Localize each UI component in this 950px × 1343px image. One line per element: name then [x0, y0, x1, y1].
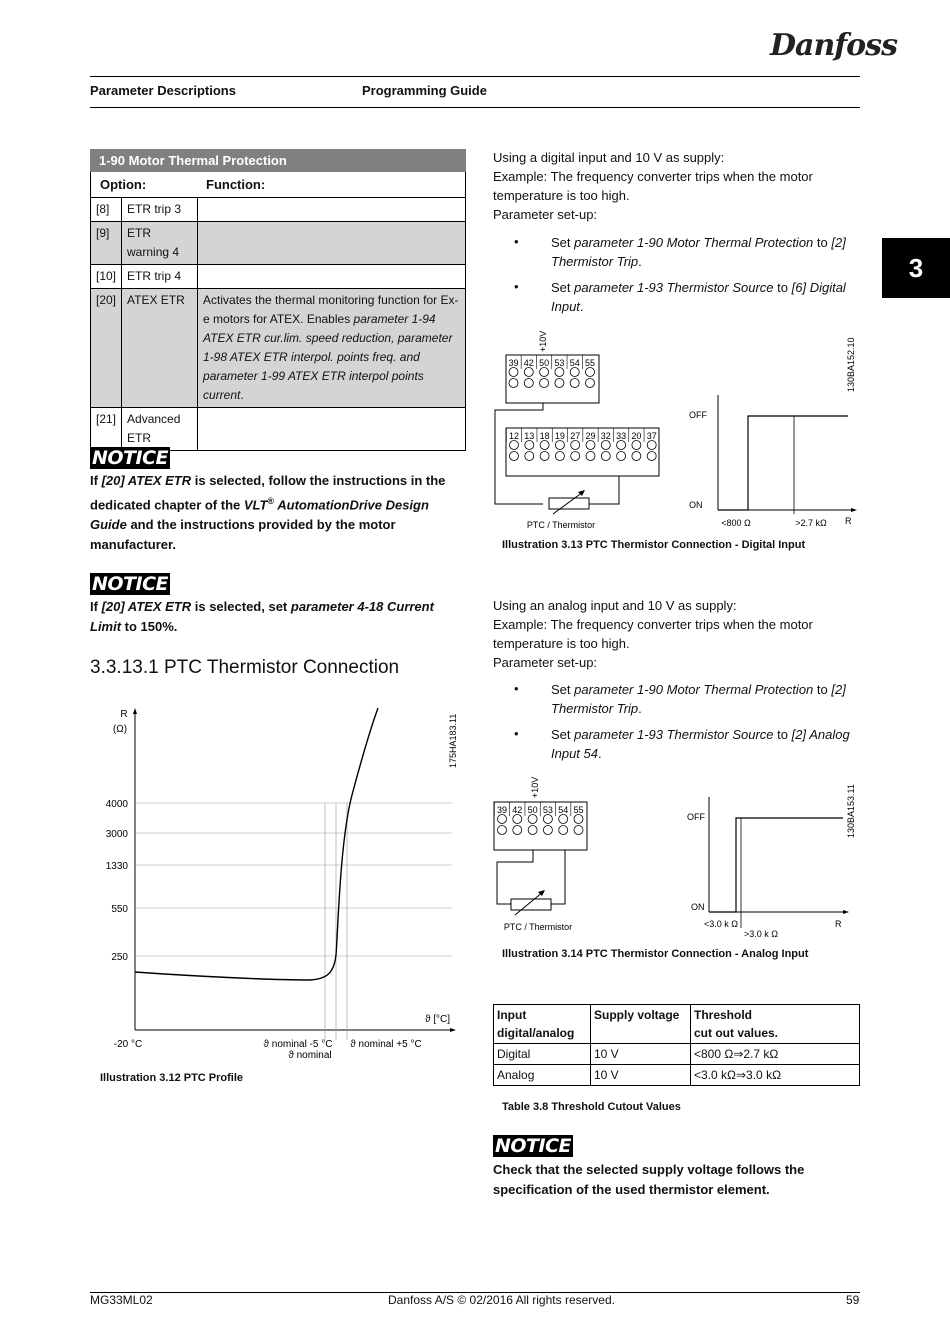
notice-1: [90, 447, 170, 469]
r-axis-unit: (Ω): [112, 724, 128, 735]
terminal-label: 33: [616, 431, 627, 441]
terminal-screw: [601, 441, 610, 450]
terminal-screw: [574, 826, 583, 835]
analog-wiring-diagram: [493, 770, 863, 940]
terminal-label: 27: [570, 431, 581, 441]
terminal-screw: [574, 815, 583, 824]
header-cell: Input digital/analog: [494, 1005, 591, 1044]
option-code: [20]: [91, 289, 122, 408]
notice-2: [90, 573, 170, 595]
parameter-table-header: [90, 172, 466, 197]
option-code: [21]: [91, 408, 122, 451]
chapter-tab: 3: [882, 238, 950, 298]
notice-3: [493, 1135, 573, 1157]
bullet-dot: •: [514, 279, 519, 294]
terminal-screw: [528, 815, 537, 824]
notice-text: If: [90, 473, 102, 488]
notice-text: is selected, set: [191, 599, 291, 614]
terminal-screw: [586, 441, 595, 450]
option-desc: [198, 198, 466, 222]
table-row: [494, 1065, 860, 1086]
ptc-profile-chart: [90, 700, 466, 1070]
ptc-label: PTC / Thermistor: [526, 520, 596, 530]
terminal-label: 19: [554, 431, 565, 441]
supply-wire: [495, 403, 543, 504]
digital-caption: Illustration 3.13 PTC Thermistor Connection - Digital Input: [502, 539, 806, 551]
terminal-label: 55: [573, 805, 584, 815]
table-row: [91, 222, 466, 265]
table-row: [91, 198, 466, 222]
intro-line: Example: The frequency converter trips when the motor temperature is too high.: [493, 617, 813, 651]
threshold-low: <800 Ω: [721, 518, 751, 528]
input-cell: Analog: [494, 1065, 591, 1086]
terminal-screw: [510, 452, 519, 461]
terminal-screw: [586, 379, 595, 388]
terminal-screw: [525, 441, 534, 450]
notice-ref: parameter 4-18 Current Limit: [90, 599, 434, 634]
input-wire: [551, 850, 565, 904]
footer-doc-code: MG33ML02: [90, 1293, 153, 1307]
bullet-dot: •: [514, 234, 519, 249]
terminal-label: 37: [646, 431, 657, 441]
digital-bullet-1: Set parameter 1-90 Motor Thermal Protection to [2] Thermistor Trip.: [551, 235, 846, 269]
off-label: OFF: [687, 812, 705, 822]
ptc-label: PTC / Thermistor: [503, 922, 573, 932]
terminal-label: 20: [631, 431, 642, 441]
desc-text: Activates the thermal monitoring function for Ex-e motors for ATEX. Enables: [203, 293, 459, 326]
terminal-screw: [647, 441, 656, 450]
analog-bullet-2: Set parameter 1-93 Thermistor Source to [2] Analog Input 54.: [551, 727, 850, 761]
bullet-dot: •: [514, 681, 519, 696]
intro-line: Parameter set-up:: [493, 207, 598, 222]
terminal-screw: [524, 368, 533, 377]
notice-ref: [20] ATEX ETR: [101, 599, 192, 614]
supply-label: +10V: [538, 330, 548, 352]
on-label: ON: [689, 500, 703, 510]
col-option: Option:: [100, 177, 147, 192]
ptc-resistor: [549, 498, 589, 509]
on-label: ON: [691, 902, 705, 912]
desc-period: .: [240, 388, 244, 402]
option-desc: [198, 408, 466, 451]
terminal-label: 18: [539, 431, 550, 441]
threshold-table: [493, 1004, 860, 1086]
y-tick-label: 550: [111, 904, 128, 915]
terminal-screw: [543, 826, 552, 835]
switch-curve: [709, 818, 843, 912]
x-tick-minus20: -20 °C: [113, 1039, 143, 1050]
analog-intro: [493, 596, 859, 672]
terminal-label: 39: [508, 358, 519, 368]
input-wire: [589, 476, 619, 504]
notice-label: NOTICE: [92, 447, 169, 469]
r-label: R: [835, 919, 842, 929]
terminal-label: 53: [554, 358, 565, 368]
notice-text: to 150%.: [121, 619, 178, 634]
supply-cell: 10 V: [591, 1065, 691, 1086]
table-row: [91, 265, 466, 289]
terminal-label: 29: [585, 431, 596, 441]
notice-3-body: Check that the selected supply voltage follows the specification of the used thermistor element.: [493, 1162, 805, 1197]
terminal-screw: [540, 441, 549, 450]
terminal-screw: [571, 452, 580, 461]
threshold-caption: Table 3.8 Threshold Cutout Values: [502, 1101, 681, 1113]
header-rule-top: [90, 76, 860, 77]
digital-intro: [493, 148, 859, 224]
table-row: [91, 408, 466, 451]
switch-x-arrow: [851, 508, 857, 512]
ptc-arrow: [515, 892, 543, 915]
danfoss-logo: Danfoss: [770, 28, 897, 63]
terminal-screw: [525, 452, 534, 461]
ptc-profile-caption: Illustration 3.12 PTC Profile: [100, 1072, 244, 1084]
parameter-table: [90, 149, 466, 451]
terminals: [494, 802, 583, 835]
gridlines: [135, 803, 452, 1040]
notice-ref: [20] ATEX ETR: [101, 473, 192, 488]
terminal-screw: [586, 368, 595, 377]
option-rows: [90, 197, 466, 451]
x-tick-nominal-minus5: ϑ nominal -5 °C: [263, 1039, 333, 1050]
digital-wiring-diagram: [493, 322, 863, 536]
terminal-label: 12: [508, 431, 520, 441]
x-arrow: [450, 1028, 456, 1032]
threshold-high: >3.0 k Ω: [744, 929, 778, 939]
notice-label: NOTICE: [495, 1135, 572, 1157]
header-guide: Programming Guide: [362, 83, 487, 98]
r-label: R: [845, 516, 852, 526]
terminal-screw: [513, 826, 522, 835]
y-arrow: [133, 708, 137, 714]
supply-cell: 10 V: [591, 1044, 691, 1065]
intro-line: Using a digital input and 10 V as supply:: [493, 150, 725, 165]
option-name: ETR warning 4: [122, 222, 198, 265]
terminal-screw: [632, 441, 641, 450]
y-tick-label: 250: [111, 952, 128, 963]
ptc-resistor: [511, 899, 551, 910]
option-code: [8]: [91, 198, 122, 222]
terminal-screw: [555, 452, 564, 461]
terminal-screw: [617, 452, 626, 461]
notice-1-body: [90, 471, 460, 555]
table-row: [494, 1044, 860, 1065]
section-heading: 3.3.13.1 PTC Thermistor Connection: [90, 657, 400, 678]
option-name: ETR trip 3: [122, 198, 198, 222]
page-number: 59: [846, 1293, 860, 1307]
option-desc: [198, 222, 466, 265]
y-tick-label: 3000: [105, 829, 128, 840]
threshold-low: <3.0 k Ω: [704, 919, 738, 929]
desc-param-refs: parameter 1-94 ATEX ETR cur.lim. speed reduction, parameter 1-98 ATEX ETR interpol. points freq. and parameter 1-99 ATEX ETR interpol points current: [203, 312, 453, 402]
terminal-screw: [559, 815, 568, 824]
terminal-screw: [498, 815, 507, 824]
footer-copyright: Danfoss A/S © 02/2016 All rights reserved.: [388, 1293, 615, 1307]
terminal-screw: [509, 379, 518, 388]
threshold-cell: <3.0 kΩ⇒3.0 kΩ: [691, 1065, 860, 1086]
terminal-screw: [570, 368, 579, 377]
terminal-screw: [559, 826, 568, 835]
notice-label: NOTICE: [92, 573, 169, 595]
ptc-curve: [135, 708, 378, 980]
terminal-label: 32: [600, 431, 611, 441]
option-name: ETR trip 4: [122, 265, 198, 289]
terminal-screw: [524, 379, 533, 388]
intro-line: Parameter set-up:: [493, 655, 598, 670]
terminal-screw: [571, 441, 580, 450]
terminal-label: 53: [542, 805, 553, 815]
analog-bullet-1: Set parameter 1-90 Motor Thermal Protection to [2] Thermistor Trip.: [551, 682, 846, 716]
digital-bullet-2: Set parameter 1-93 Thermistor Source to [6] Digital Input.: [551, 280, 846, 314]
header-section: Parameter Descriptions: [90, 83, 236, 98]
terminal-label: 50: [527, 805, 538, 815]
option-code: [9]: [91, 222, 122, 265]
terminal-screw: [509, 368, 518, 377]
table-header-row: [494, 1005, 860, 1044]
off-label: OFF: [689, 410, 707, 420]
notice-ref: AutomationDrive Design Guide: [90, 497, 429, 533]
option-desc: [198, 289, 466, 408]
terminal-screw: [540, 379, 549, 388]
terminal-screw: [570, 379, 579, 388]
terminal-label: 39: [496, 805, 508, 815]
terminal-screw: [555, 441, 564, 450]
terminal-screw: [540, 368, 549, 377]
col-function: Function:: [206, 177, 266, 192]
bottom-terminals: [506, 428, 656, 461]
header-rule-bottom: [90, 107, 860, 108]
terminal-screw: [586, 452, 595, 461]
terminal-screw: [617, 441, 626, 450]
terminal-screw: [647, 452, 656, 461]
terminal-screw: [543, 815, 552, 824]
terminal-screw: [555, 368, 564, 377]
notice-text: If: [90, 599, 102, 614]
threshold-cell: <800 Ω⇒2.7 kΩ: [691, 1044, 860, 1065]
terminal-screw: [540, 452, 549, 461]
table-row: [91, 289, 466, 408]
intro-line: Using an analog input and 10 V as supply:: [493, 598, 737, 613]
x-tick-nominal: ϑ nominal: [288, 1050, 332, 1061]
notice-text: is selected, follow the instructions in the dedicated chapter of the: [90, 473, 446, 513]
option-name: ATEX ETR: [122, 289, 198, 408]
terminal-label: 55: [584, 358, 596, 368]
terminal-screw: [601, 452, 610, 461]
figure-code: 130BA152.10: [846, 337, 856, 392]
switch-x-arrow: [843, 910, 849, 914]
parameter-table-title: 1-90 Motor Thermal Protection: [90, 149, 466, 172]
terminal-screw: [555, 379, 564, 388]
terminal-label: 13: [524, 431, 535, 441]
top-terminals: [506, 355, 595, 388]
terminal-label: 50: [539, 358, 550, 368]
option-desc: [198, 265, 466, 289]
option-code: [10]: [91, 265, 122, 289]
y-tick-label: 1330: [105, 861, 128, 872]
notice-2-body: [90, 597, 460, 637]
terminal-label: 54: [569, 358, 580, 368]
supply-label: +10V: [530, 776, 540, 798]
terminal-label: 42: [523, 358, 534, 368]
ptc-arrow: [553, 492, 583, 514]
y-tick-label: 4000: [105, 799, 128, 810]
terminal-label: 54: [558, 805, 569, 815]
bullet-dot: •: [514, 726, 519, 741]
terminal-label: 42: [512, 805, 523, 815]
x-axis-label: ϑ [°C]: [424, 1014, 450, 1025]
figure-code: 130BA153.11: [846, 784, 856, 838]
terminal-screw: [513, 815, 522, 824]
r-axis-label: R: [120, 709, 128, 720]
input-cell: Digital: [494, 1044, 591, 1065]
terminal-screw: [510, 441, 519, 450]
x-tick-nominal-plus5: ϑ nominal +5 °C: [350, 1039, 422, 1050]
switch-curve: [718, 416, 848, 510]
threshold-high: >2.7 kΩ: [795, 518, 827, 528]
terminal-screw: [498, 826, 507, 835]
intro-line: Example: The frequency converter trips when the motor temperature is too high.: [493, 169, 813, 203]
notice-ref: VLT: [243, 497, 268, 513]
analog-caption: Illustration 3.14 PTC Thermistor Connection - Analog Input: [502, 948, 809, 960]
notice-reg: ®: [267, 496, 275, 506]
option-name: Advanced ETR: [122, 408, 198, 451]
supply-wire: [497, 850, 533, 904]
terminal-screw: [632, 452, 641, 461]
header-cell: Supply voltage: [591, 1005, 691, 1044]
terminal-screw: [528, 826, 537, 835]
figure-code: 175HA183.11: [448, 713, 458, 768]
header-cell: Threshold cut out values.: [691, 1005, 860, 1044]
notice-text: and the instructions provided by the motor manufacturer.: [90, 517, 396, 553]
